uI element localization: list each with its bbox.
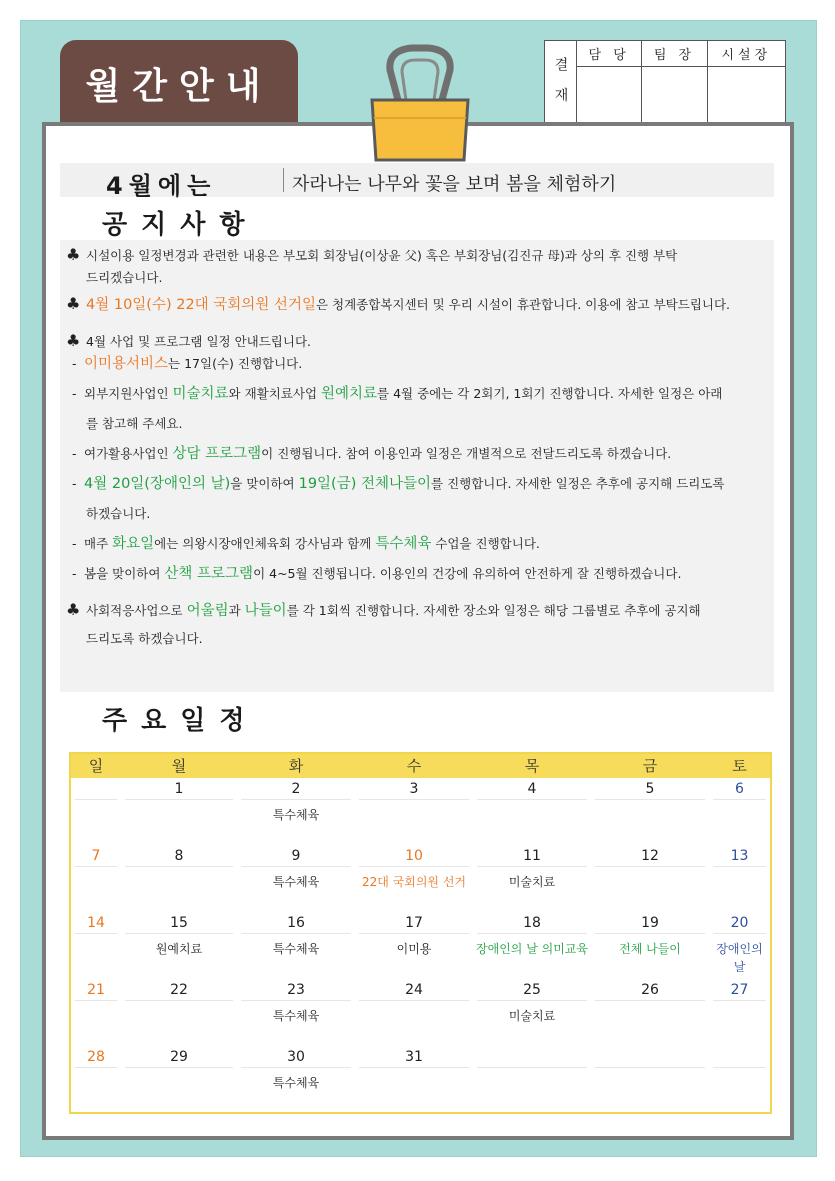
month-theme: 자라나는 나무와 꽃을 보며 봄을 체험하기 <box>292 174 617 195</box>
calendar-day-number: 3 <box>359 778 469 800</box>
calendar-day-cell[interactable] <box>709 1046 770 1113</box>
month-divider <box>283 168 284 192</box>
calendar-day-cell[interactable] <box>591 912 709 979</box>
calendar-day-cell[interactable] <box>355 979 473 1046</box>
calendar-day-number: 6 <box>713 778 766 800</box>
calendar-event <box>71 867 121 873</box>
calendar-day-cell[interactable] <box>71 1046 121 1113</box>
calendar-event <box>355 1068 473 1074</box>
calendar-event: 특수체육 <box>272 942 320 956</box>
calendar-day-cell[interactable] <box>121 778 237 845</box>
calendar-event: 장애인의 날 <box>716 942 763 974</box>
calendar-event <box>121 867 237 873</box>
club-icon: ♣ <box>66 600 81 619</box>
notice-item-1-cont: 드리겠습니다. <box>86 270 163 285</box>
calendar-day-number: 18 <box>477 912 587 934</box>
club-icon: ♣ <box>66 245 81 264</box>
calendar-week <box>71 778 770 845</box>
calendar-event <box>591 1001 709 1007</box>
notice-dash-2: - 외부지원사업인 미술치료와 재활치료사업 원예치료를 4월 중에는 각 2회기, 1회기 진행합니다. 자세한 일정은 아래 <box>72 386 723 402</box>
approval-sign-team-lead[interactable] <box>642 67 707 125</box>
calendar-day-cell[interactable] <box>121 979 237 1046</box>
calendar-event: 미술치료 <box>508 1009 556 1023</box>
calendar-day-number: 7 <box>75 845 117 867</box>
notice-item-1: ♣ 시설이용 일정변경과 관련한 내용은 부모회 회장님(이상윤 父) 혹은 부회장님(김진규 母)과 상의 후 진행 부탁 <box>66 245 678 264</box>
calendar-day-cell[interactable] <box>355 912 473 979</box>
calendar-day-number: 30 <box>241 1046 351 1068</box>
calendar-day-number: 26 <box>595 979 705 1001</box>
calendar-day-cell[interactable] <box>473 1046 591 1113</box>
notice-item-3: ♣ 4월 사업 및 프로그램 일정 안내드립니다. <box>66 331 311 350</box>
calendar-day-cell[interactable] <box>591 1046 709 1113</box>
calendar-event <box>71 1001 121 1007</box>
weekday-header: 수 <box>406 757 422 775</box>
weekday-header: 토 <box>732 757 747 775</box>
weekday-header: 월 <box>171 757 187 775</box>
calendar-day-number: 22 <box>125 979 233 1001</box>
calendar-event: 장애인의 날 의미교육 <box>476 942 588 956</box>
calendar-day-number: 12 <box>595 845 705 867</box>
calendar-day-cell[interactable] <box>709 979 770 1046</box>
calendar-event <box>709 1001 770 1007</box>
calendar-event <box>71 800 121 806</box>
approval-sign-staff[interactable] <box>577 67 642 125</box>
calendar-body <box>71 778 770 1113</box>
calendar-event <box>355 800 473 806</box>
club-icon: ♣ <box>66 294 81 313</box>
calendar-event: 이미용 <box>396 942 432 956</box>
calendar-event: 특수체육 <box>272 875 320 889</box>
calendar-day-number: 8 <box>125 845 233 867</box>
calendar-day-number: 24 <box>359 979 469 1001</box>
calendar-day-cell[interactable] <box>121 912 237 979</box>
notice-item-4-cont: 드리도록 하겠습니다. <box>86 631 203 646</box>
weekday-header: 일 <box>88 757 104 775</box>
calendar-event: 미술치료 <box>508 875 556 889</box>
calendar-day-number: 9 <box>241 845 351 867</box>
approval-col-staff: 담 당 <box>577 41 642 67</box>
calendar-week <box>71 1046 770 1113</box>
calendar-day-cell[interactable] <box>71 912 121 979</box>
page-title: 월간안내 <box>85 66 273 107</box>
calendar-day-cell[interactable] <box>709 912 770 979</box>
calendar-event <box>121 800 237 806</box>
calendar-day-number: 31 <box>359 1046 469 1068</box>
calendar-day-number <box>713 1046 766 1068</box>
calendar-event: 전체 나들이 <box>619 942 681 956</box>
calendar-day-number: 23 <box>241 979 351 1001</box>
calendar-event <box>591 867 709 873</box>
calendar-day-number: 11 <box>477 845 587 867</box>
calendar-event: 특수체육 <box>272 1076 320 1090</box>
calendar-day-number: 17 <box>359 912 469 934</box>
calendar-day-cell[interactable] <box>237 778 355 845</box>
calendar-event <box>121 1001 237 1007</box>
calendar-day-number <box>477 1046 587 1068</box>
notice-dash-2-cont: 를 참고해 주세요. <box>86 416 183 431</box>
calendar-day-number: 10 <box>359 845 469 867</box>
club-icon: ♣ <box>66 331 81 350</box>
calendar-event <box>473 1068 591 1074</box>
weekday-header: 화 <box>288 757 304 775</box>
calendar-event <box>591 1068 709 1074</box>
calendar-day-cell[interactable] <box>71 845 121 912</box>
weekday-header: 목 <box>524 757 540 775</box>
calendar-day-number: 19 <box>595 912 705 934</box>
calendar-day-cell[interactable] <box>709 845 770 912</box>
calendar-day-number: 20 <box>713 912 766 934</box>
calendar-day-cell[interactable] <box>473 912 591 979</box>
calendar-day-number: 13 <box>713 845 766 867</box>
calendar-week <box>71 912 770 979</box>
calendar-event <box>71 934 121 940</box>
calendar-event <box>709 1068 770 1074</box>
calendar-day-cell[interactable] <box>473 778 591 845</box>
calendar-day-cell[interactable] <box>237 979 355 1046</box>
calendar-event: 22대 국회의원 선거 <box>361 875 467 889</box>
calendar-day-number: 5 <box>595 778 705 800</box>
approval-col-team-lead: 팀 장 <box>642 41 707 67</box>
calendar-day-number: 28 <box>75 1046 117 1068</box>
calendar-event: 특수체육 <box>272 1009 320 1023</box>
calendar <box>69 752 772 1114</box>
notice-dash-4-cont: 하겠습니다. <box>86 506 151 521</box>
notice-content <box>66 244 770 650</box>
notice-dash-6: - 봄을 맞이하여 산책 프로그램이 4~5월 진행됩니다. 이용인의 건강에 유의하여 안전하게 잘 진행하겠습니다. <box>72 566 682 582</box>
calendar-day-cell[interactable] <box>237 845 355 912</box>
calendar-event <box>709 867 770 873</box>
calendar-event: 원예치료 <box>155 942 203 956</box>
calendar-day-cell[interactable] <box>355 778 473 845</box>
notice-item-4: ♣ 사회적응사업으로 어울림과 나들이를 각 1회씩 진행합니다. 자세한 장소와 일정은 해당 그룹별로 추후에 공지해 <box>66 600 701 619</box>
calendar-event <box>355 1001 473 1007</box>
approval-side-label: 결 재 <box>545 41 577 125</box>
calendar-day-cell[interactable] <box>591 979 709 1046</box>
notice-dash-4: - 4월 20일(장애인의 날)을 맞이하여 19일(금) 전체나들이를 진행합니다. 자세한 일정은 추후에 공지해 드리도록 <box>72 476 725 492</box>
calendar-event: 특수체육 <box>272 808 320 822</box>
calendar-day-cell[interactable] <box>591 778 709 845</box>
calendar-day-cell[interactable] <box>709 778 770 845</box>
calendar-day-number: 4 <box>477 778 587 800</box>
calendar-day-cell[interactable] <box>121 1046 237 1113</box>
approval-col-director: 시설장 <box>707 41 785 67</box>
schedule-title: 주요일정 <box>102 706 259 736</box>
notice-dash-5: - 매주 화요일에는 의왕시장애인체육회 강사님과 함께 특수체육 수업을 진행합니다. <box>72 536 540 552</box>
calendar-day-cell[interactable] <box>473 979 591 1046</box>
approval-box <box>544 40 786 125</box>
calendar-week <box>71 845 770 912</box>
calendar-event <box>591 800 709 806</box>
calendar-day-number: 27 <box>713 979 766 1001</box>
calendar-header <box>71 754 770 778</box>
calendar-day-number: 14 <box>75 912 117 934</box>
calendar-day-cell[interactable] <box>71 778 121 845</box>
calendar-day-number: 29 <box>125 1046 233 1068</box>
notice-dash-3: - 여가활용사업인 상담 프로그램이 진행됩니다. 참여 이용인과 일정은 개별적으로 전달드리도록 하겠습니다. <box>72 446 672 462</box>
calendar-day-number: 1 <box>125 778 233 800</box>
calendar-event <box>473 800 591 806</box>
calendar-event <box>121 1068 237 1074</box>
calendar-day-cell[interactable] <box>473 845 591 912</box>
calendar-day-cell[interactable] <box>71 979 121 1046</box>
calendar-day-number <box>75 778 117 800</box>
notice-dash-1: - 이미용서비스는 17일(수) 진행합니다. <box>72 356 303 372</box>
notice-title: 공지사항 <box>102 210 259 240</box>
month-label: 4월에는 <box>106 172 217 200</box>
calendar-day-cell[interactable] <box>355 1046 473 1113</box>
calendar-day-number: 2 <box>241 778 351 800</box>
weekday-header: 금 <box>642 757 658 775</box>
calendar-day-number: 25 <box>477 979 587 1001</box>
calendar-day-cell[interactable] <box>355 845 473 912</box>
notice-item-2: ♣ 4월 10일(수) 22대 국회의원 선거일은 청계종합복지센터 및 우리 시설이 휴관합니다. 이용에 참고 부탁드립니다. <box>66 294 731 313</box>
calendar-day-number <box>595 1046 705 1068</box>
binder-clip-icon <box>360 40 480 164</box>
approval-sign-director[interactable] <box>707 67 785 125</box>
calendar-day-cell[interactable] <box>237 1046 355 1113</box>
calendar-week <box>71 979 770 1046</box>
calendar-day-cell[interactable] <box>591 845 709 912</box>
calendar-event <box>709 800 770 806</box>
calendar-event <box>71 1068 121 1074</box>
calendar-day-number: 16 <box>241 912 351 934</box>
calendar-day-cell[interactable] <box>121 845 237 912</box>
election-day-highlight: 4월 10일(수) 22대 국회의원 선거일 <box>86 297 316 313</box>
calendar-day-number: 21 <box>75 979 117 1001</box>
calendar-day-number: 15 <box>125 912 233 934</box>
calendar-day-cell[interactable] <box>237 912 355 979</box>
